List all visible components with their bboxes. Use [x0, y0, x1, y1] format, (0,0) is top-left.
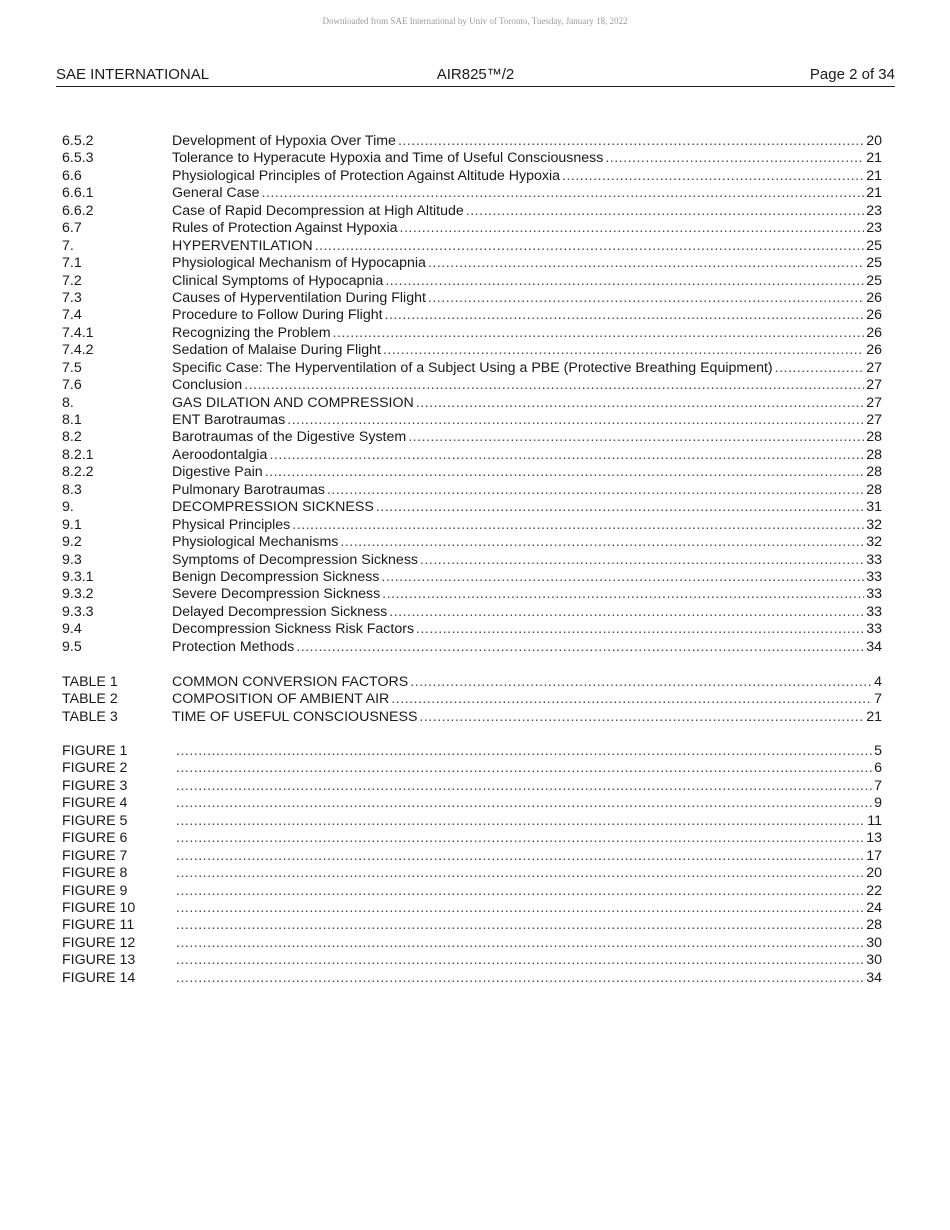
toc-entry[interactable]	[62, 830, 882, 847]
toc-entry[interactable]	[62, 604, 882, 621]
toc-dot-leader	[466, 203, 864, 220]
toc-entry-page: 28	[866, 446, 882, 463]
toc-entry[interactable]	[62, 482, 882, 499]
toc-dot-leader	[416, 395, 864, 412]
toc-entry-title: Physiological Mechanism of Hypocapnia	[172, 255, 426, 272]
toc-entry-page: 33	[866, 568, 882, 585]
toc-entry-page: 9	[874, 795, 882, 812]
toc-entry[interactable]	[62, 168, 882, 185]
toc-entry-number: 7.6	[62, 377, 82, 394]
toc-dot-leader	[287, 412, 864, 429]
toc-entry[interactable]	[62, 586, 882, 603]
toc-entry[interactable]	[62, 709, 882, 726]
toc-entry-page: 7	[874, 777, 882, 794]
toc-entry[interactable]	[62, 255, 882, 272]
toc-entry[interactable]	[62, 307, 882, 324]
toc-entry-number: TABLE 3	[62, 708, 118, 725]
toc-entry-number: 7.1	[62, 255, 82, 272]
toc-entry-title: Barotraumas of the Digestive System	[172, 429, 407, 446]
toc-dot-leader	[385, 273, 864, 290]
toc-entry[interactable]	[62, 360, 882, 377]
toc-entry[interactable]	[62, 935, 882, 952]
toc-dot-leader	[176, 848, 864, 865]
toc-entry[interactable]	[62, 778, 882, 795]
toc-entry-page: 26	[866, 342, 882, 359]
toc-dot-leader	[428, 255, 864, 272]
toc-dot-leader	[605, 150, 864, 167]
toc-dot-leader	[381, 569, 864, 586]
toc-entry[interactable]	[62, 865, 882, 882]
toc-entry[interactable]	[62, 813, 882, 830]
toc-entry-title: COMMON CONVERSION FACTORS	[172, 674, 409, 690]
toc-entry[interactable]	[62, 133, 882, 150]
toc-entry-page: 21	[866, 150, 882, 167]
toc-entry-number: FIGURE 2	[62, 760, 128, 777]
toc-dot-leader	[383, 342, 864, 359]
toc-entry-page: 23	[866, 220, 882, 237]
toc-dot-leader	[176, 830, 864, 847]
toc-dot-leader	[244, 377, 864, 394]
toc-entry-number: 9.3.3	[62, 603, 94, 620]
toc-dot-leader	[775, 360, 865, 377]
toc-entry-title: General Case	[172, 185, 260, 202]
toc-entry-page: 5	[874, 743, 882, 759]
toc-entry-page: 7	[874, 691, 882, 708]
toc-entry[interactable]	[62, 621, 882, 638]
toc-dot-leader	[385, 307, 865, 324]
toc-entry-number: 8.	[62, 394, 74, 411]
page-header	[56, 66, 895, 87]
toc-entry[interactable]	[62, 883, 882, 900]
toc-figures-list	[62, 743, 882, 987]
toc-dot-leader	[296, 639, 864, 656]
toc-entry-number: FIGURE 10	[62, 899, 136, 916]
toc-entry[interactable]	[62, 203, 882, 220]
toc-entry[interactable]	[62, 412, 882, 429]
toc-entry-page: 27	[866, 394, 882, 411]
toc-entry-page: 33	[866, 621, 882, 638]
toc-entry-number: FIGURE 13	[62, 952, 136, 969]
toc-entry-title: TIME OF USEFUL CONSCIOUSNESS	[172, 708, 418, 725]
toc-entry-page: 25	[866, 272, 882, 289]
toc-dot-leader	[176, 795, 872, 812]
toc-entry-number: 9.1	[62, 516, 82, 533]
toc-entry-page: 30	[866, 934, 882, 951]
toc-entry-number: 9.	[62, 499, 74, 516]
toc-dot-leader	[340, 534, 864, 551]
toc-entry-number: 9.2	[62, 534, 82, 551]
toc-entry[interactable]	[62, 499, 882, 516]
toc-entry-page: 31	[866, 499, 882, 516]
toc-entry-number: FIGURE 4	[62, 795, 128, 812]
toc-entry-number: FIGURE 7	[62, 847, 128, 864]
toc-entry-page: 28	[866, 464, 882, 481]
toc-entry-page: 20	[866, 865, 882, 882]
toc-entry[interactable]	[62, 290, 882, 307]
toc-entry-number: 7.5	[62, 359, 82, 376]
toc-dot-leader	[382, 586, 864, 603]
toc-entry-number: 9.5	[62, 638, 82, 655]
toc-entry-title: ENT Barotraumas	[172, 412, 286, 428]
toc-dot-leader	[391, 691, 872, 708]
toc-entry-title: Clinical Symptoms of Hypocapnia	[172, 272, 384, 289]
toc-entry-number: FIGURE 14	[62, 969, 136, 986]
toc-dot-leader	[408, 429, 864, 446]
toc-entry-number: FIGURE 5	[62, 812, 128, 829]
toc-dot-leader	[292, 517, 864, 534]
toc-entry-number: FIGURE 3	[62, 777, 128, 794]
toc-entry-page: 28	[866, 429, 882, 446]
toc-entry-number: 6.5.3	[62, 150, 94, 167]
toc-entry[interactable]	[62, 534, 882, 551]
toc-dot-leader	[265, 464, 865, 481]
toc-entry-page: 24	[866, 899, 882, 916]
toc-entry[interactable]	[62, 639, 882, 656]
toc-entry-number: 6.5.2	[62, 133, 94, 149]
toc-entry-page: 33	[866, 603, 882, 620]
toc-entry-number: 8.3	[62, 481, 82, 498]
toc-entry-number: 7.4	[62, 307, 82, 324]
toc-entry-page: 32	[866, 534, 882, 551]
toc-entry-page: 34	[866, 638, 882, 655]
toc-dot-leader	[428, 290, 864, 307]
toc-dot-leader	[400, 220, 865, 237]
toc-dot-leader	[562, 168, 864, 185]
toc-entry-number: 6.6.1	[62, 185, 94, 202]
toc-entry[interactable]	[62, 325, 882, 342]
toc-entry-number: 8.1	[62, 412, 82, 428]
toc-entry[interactable]	[62, 848, 882, 865]
toc-dot-leader	[419, 709, 864, 726]
toc-entry-page: 17	[866, 847, 882, 864]
toc-entry[interactable]	[62, 900, 882, 917]
toc-entry-title: Physiological Mechanisms	[172, 534, 339, 551]
toc-entry[interactable]	[62, 517, 882, 534]
toc-entry-number: FIGURE 12	[62, 934, 136, 951]
toc-entry-page: 32	[866, 516, 882, 533]
document-number: AIR825™/2	[436, 66, 515, 83]
toc-entry-title: COMPOSITION OF AMBIENT AIR	[172, 691, 390, 708]
toc-dot-leader	[315, 238, 865, 255]
toc-dot-leader	[389, 604, 864, 621]
toc-entry-title: Tolerance to Hyperacute Hypoxia and Time of Useful Consciousness	[172, 150, 604, 167]
toc-entry-page: 21	[866, 708, 882, 725]
toc-entry-title: Development of Hypoxia Over Time	[172, 133, 396, 149]
toc-entry-title: Symptoms of Decompression Sickness	[172, 551, 419, 568]
toc-dot-leader	[176, 917, 864, 934]
toc-entry-title: GAS DILATION AND COMPRESSION	[172, 394, 414, 411]
toc-entry[interactable]	[62, 150, 882, 167]
toc-dot-leader	[333, 325, 865, 342]
toc-entry-page: 21	[866, 167, 882, 184]
toc-entry-number: 9.3.2	[62, 586, 94, 603]
toc-entry-number: 6.7	[62, 220, 82, 237]
toc-entry[interactable]	[62, 952, 882, 969]
toc-entry-page: 33	[866, 586, 882, 603]
toc-entry-title: Recognizing the Problem	[172, 324, 331, 341]
toc-entry[interactable]	[62, 464, 882, 481]
toc-entry-page: 26	[866, 289, 882, 306]
toc-entry-page: 33	[866, 551, 882, 568]
toc-dot-leader	[262, 185, 865, 202]
toc-dot-leader	[327, 482, 864, 499]
toc-entry-page: 25	[866, 255, 882, 272]
toc-dot-leader	[176, 743, 872, 760]
toc-entry-title: Physical Principles	[172, 516, 291, 533]
toc-entry-page: 4	[874, 674, 882, 690]
toc-entry-number: 6.6	[62, 167, 82, 184]
toc-entry-number: 6.6.2	[62, 202, 94, 219]
toc-entry[interactable]	[62, 220, 882, 237]
toc-dot-leader	[176, 952, 864, 969]
toc-entry-page: 28	[866, 917, 882, 934]
toc-entry-number: 7.	[62, 237, 74, 254]
toc-dot-leader	[420, 552, 864, 569]
toc-dot-leader	[176, 778, 872, 795]
toc-entry[interactable]	[62, 691, 882, 708]
toc-entry-title: Benign Decompression Sickness	[172, 568, 380, 585]
toc-entry[interactable]	[62, 395, 882, 412]
toc-entry-number: TABLE 1	[62, 674, 118, 690]
toc-entry-number: 7.3	[62, 289, 82, 306]
toc-entry[interactable]	[62, 743, 882, 760]
toc-entry[interactable]	[62, 342, 882, 359]
toc-dot-leader	[398, 133, 864, 150]
toc-entry-title: Aeroodontalgia	[172, 446, 268, 463]
toc-entry-page: 13	[866, 830, 882, 847]
toc-dot-leader	[176, 883, 864, 900]
toc-entry-number: FIGURE 6	[62, 830, 128, 847]
toc-entry[interactable]	[62, 917, 882, 934]
toc-entry-page: 21	[866, 185, 882, 202]
toc-entry-page: 11	[867, 812, 882, 829]
toc-sections-list	[62, 133, 882, 656]
publisher-name: SAE INTERNATIONAL	[56, 66, 210, 83]
toc-dot-leader	[269, 447, 864, 464]
toc-entry-title: Causes of Hyperventilation During Flight	[172, 289, 426, 306]
toc-entry-page: 23	[866, 202, 882, 219]
toc-entry[interactable]	[62, 970, 882, 987]
toc-entry-page: 28	[866, 481, 882, 498]
toc-entry-number: 7.4.1	[62, 324, 94, 341]
toc-entry-number: 8.2.2	[62, 464, 94, 481]
toc-dot-leader	[176, 970, 864, 987]
toc-entry[interactable]	[62, 760, 882, 777]
toc-entry[interactable]	[62, 185, 882, 202]
toc-entry-title: Digestive Pain	[172, 464, 263, 481]
toc-entry-page: 26	[866, 324, 882, 341]
toc-entry-number: FIGURE 1	[62, 743, 128, 759]
toc-dot-leader	[176, 760, 872, 777]
toc-entry[interactable]	[62, 569, 882, 586]
toc-entry-title: Protection Methods	[172, 638, 295, 655]
toc-entry[interactable]	[62, 552, 882, 569]
toc-entry[interactable]	[62, 273, 882, 290]
toc-entry-title: DECOMPRESSION SICKNESS	[172, 499, 374, 516]
toc-tables-list	[62, 674, 882, 726]
toc-entry-number: FIGURE 9	[62, 882, 128, 899]
toc-entry-title: Delayed Decompression Sickness	[172, 603, 388, 620]
toc-entry-title: Severe Decompression Sickness	[172, 586, 381, 603]
toc-dot-leader	[176, 900, 864, 917]
toc-entry-title: Physiological Principles of Protection Against Altitude Hypoxia	[172, 167, 561, 184]
toc-entry-title: Procedure to Follow During Flight	[172, 307, 383, 324]
toc-entry-number: 9.4	[62, 621, 82, 638]
toc-entry-number: 7.4.2	[62, 342, 94, 359]
toc-entry-number: FIGURE 11	[62, 917, 135, 934]
toc-entry-number: 9.3	[62, 551, 82, 568]
toc-entry-page: 27	[866, 377, 882, 394]
toc-entry-page: 22	[866, 882, 882, 899]
toc-entry-number: 8.2.1	[62, 446, 94, 463]
page-number: Page 2 of 34	[809, 66, 895, 83]
toc-entry-page: 26	[866, 307, 882, 324]
toc-entry-page: 20	[866, 133, 882, 149]
toc-entry-title: Conclusion	[172, 377, 243, 394]
toc-entry-page: 34	[866, 969, 882, 986]
toc-entry[interactable]	[62, 377, 882, 394]
download-watermark: Downloaded from SAE International by Univ of Toronto, Tuesday, January 18, 2022	[322, 16, 628, 26]
toc-entry-title: HYPERVENTILATION	[172, 237, 313, 254]
toc-entry[interactable]	[62, 674, 882, 691]
toc-dot-leader	[410, 674, 872, 691]
toc-entry-number: 8.2	[62, 429, 82, 446]
toc-entry-title: Decompression Sickness Risk Factors	[172, 621, 415, 638]
toc-entry[interactable]	[62, 447, 882, 464]
toc-entry-number: FIGURE 8	[62, 865, 128, 882]
toc-entry-title: Rules of Protection Against Hypoxia	[172, 220, 398, 237]
toc-entry-page: 27	[866, 359, 882, 376]
toc-dot-leader	[176, 865, 864, 882]
toc-entry-page: 30	[866, 952, 882, 969]
toc-entry-number: 7.2	[62, 272, 82, 289]
toc-entry[interactable]	[62, 429, 882, 446]
toc-entry-page: 27	[866, 412, 882, 428]
toc-entry-page: 6	[874, 760, 882, 777]
toc-entry-number: 9.3.1	[62, 568, 94, 585]
toc-dot-leader	[416, 621, 864, 638]
toc-entry-title: Pulmonary Barotraumas	[172, 481, 325, 498]
toc-entry-title: Sedation of Malaise During Flight	[172, 342, 381, 359]
toc-dot-leader	[176, 813, 865, 830]
toc-entry-number: TABLE 2	[62, 691, 118, 708]
toc-entry-title: Case of Rapid Decompression at High Altitude	[172, 202, 464, 219]
toc-dot-leader	[376, 499, 864, 516]
toc-dot-leader	[176, 935, 864, 952]
toc-entry[interactable]	[62, 795, 882, 812]
toc-entry-page: 25	[866, 237, 882, 254]
toc-entry[interactable]	[62, 238, 882, 255]
toc-entry-title: Specific Case: The Hyperventilation of a Subject Using a PBE (Protective Breathing Equipment)	[172, 359, 773, 376]
